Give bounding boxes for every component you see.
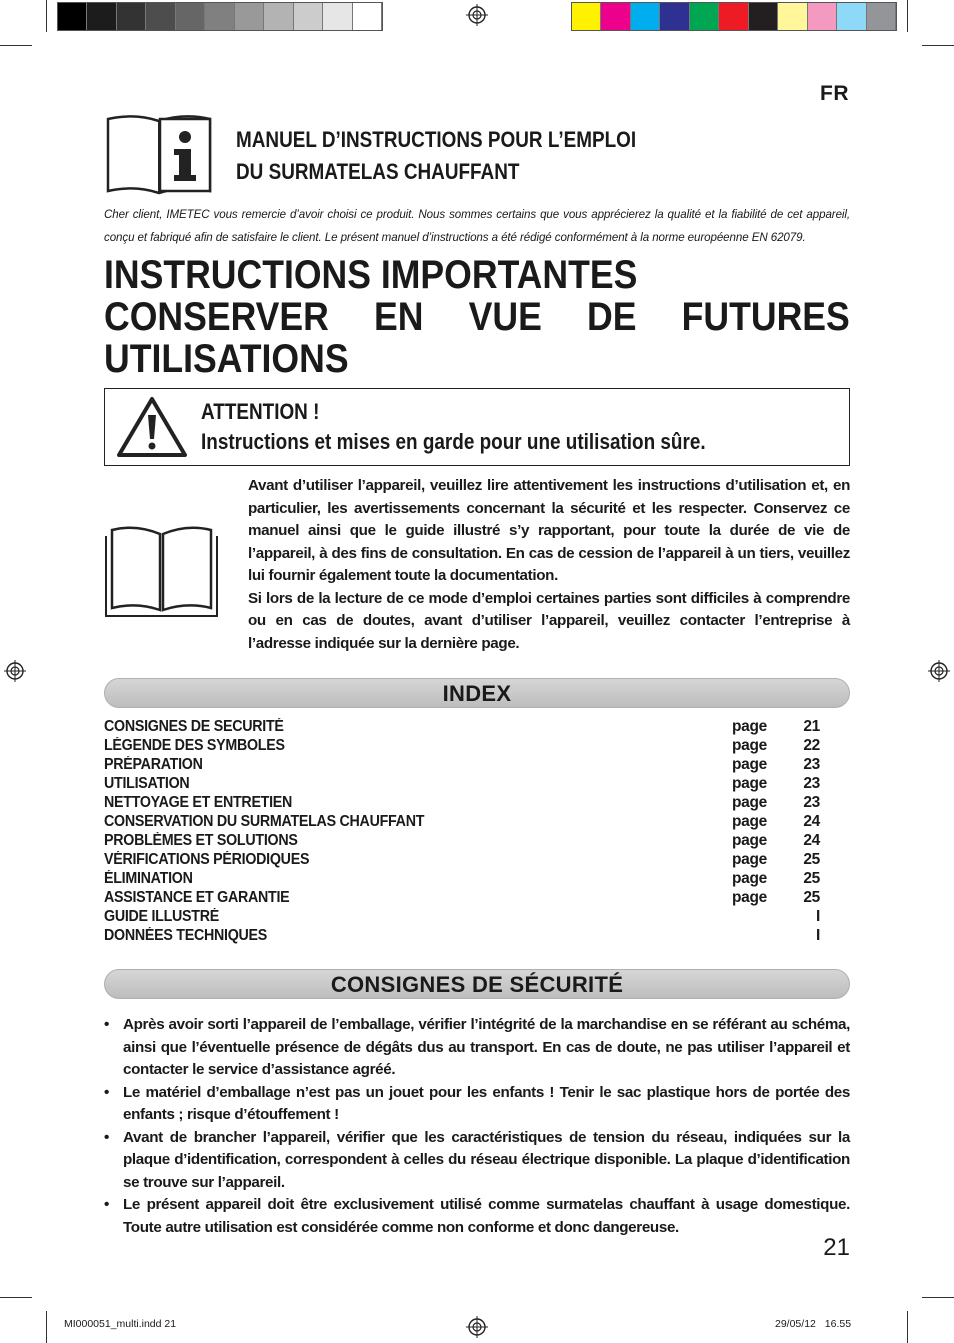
attention-subtitle: Instructions et mises en garde pour une utilisation sûre. <box>201 429 706 454</box>
gray-swatch <box>264 3 293 30</box>
index-page-number: 24 <box>803 832 820 849</box>
index-label: GUIDE ILLUSTRÉ <box>104 908 219 925</box>
bullet-dot: • <box>104 1083 109 1101</box>
crop-mark <box>907 1311 908 1343</box>
index-page-number: I <box>815 927 820 944</box>
important-title-word: EN <box>374 295 424 339</box>
safety-bullet-text: Le présent appareil doit être exclusivement utilisé comme surmatelas chauffant à usage domestique. Toute autre utilisation est considérée comme non conforme et donc dangereuse. <box>123 1196 850 1236</box>
color-swatch <box>690 3 719 30</box>
index-row <box>104 755 820 774</box>
bullet-dot: • <box>104 1196 109 1213</box>
index-label: PROBLÈMES ET SOLUTIONS <box>104 832 298 849</box>
index-page-number: 25 <box>803 870 820 887</box>
index-page-number: 23 <box>803 775 820 792</box>
footer-file-name: MI000051_multi.indd 21 <box>64 1318 177 1330</box>
attention-box <box>104 388 850 466</box>
important-title-word: VUE <box>468 295 542 339</box>
safety-bullet-text: Avant de brancher l’appareil, vérifier que les caractéristiques de tension du réseau, indiquées sur la plaque d’identification, correspondent à celles du réseau électrique disponible. La plaque d’identification se trouve sur l’appareil. <box>123 1128 850 1191</box>
safety-bullet <box>104 1082 850 1127</box>
index-row <box>104 926 820 945</box>
index-page-word: page <box>732 756 767 773</box>
crop-mark <box>0 45 32 46</box>
gray-swatch <box>87 3 116 30</box>
index-label: UTILISATION <box>104 775 190 792</box>
safety-bullet <box>104 1127 850 1195</box>
index-label: PRÉPARATION <box>104 756 203 773</box>
color-swatch <box>572 3 601 30</box>
index-row <box>104 793 820 812</box>
index-row <box>104 736 820 755</box>
warning-paragraph-1: Avant d’utiliser l’appareil, veuillez lire attentivement les instructions d’utilisation et, en particulier, les avertissements concernant la sécurité et les respecter. Conservez ce manuel ainsi que le guide illustré s’y rapportant, pour toute la durée de vie de l’appareil, à des fins de consultation. En cas de cession de l’appareil à un tiers, veuillez lui fournir également toute la documentation. <box>248 477 850 584</box>
index-row <box>104 831 820 850</box>
color-swatch <box>778 3 807 30</box>
footer-date: 29/05/12 16.55 <box>775 1318 852 1330</box>
crop-mark <box>46 0 47 32</box>
warning-triangle-icon <box>115 395 189 459</box>
crop-mark <box>922 1297 954 1298</box>
safety-bullet <box>104 1194 850 1239</box>
crop-mark <box>907 0 908 32</box>
gray-swatch <box>205 3 234 30</box>
index-row <box>104 907 820 926</box>
important-title-word: DE <box>587 295 637 339</box>
index-page-word <box>732 926 794 945</box>
index-label: VÉRIFICATIONS PÉRIODIQUES <box>104 851 310 868</box>
index-label: ÉLIMINATION <box>104 870 193 887</box>
manual-title-line2: DU SURMATELAS CHAUFFANT <box>236 159 520 184</box>
info-book-icon <box>104 113 214 195</box>
color-swatch <box>749 3 778 30</box>
index-page-word: page <box>732 718 767 735</box>
index-page-word: page <box>732 851 767 868</box>
index-label: NETTOYAGE ET ENTRETIEN <box>104 794 293 811</box>
registration-mark-icon <box>466 4 488 26</box>
color-swatch <box>601 3 630 30</box>
grayscale-color-bar <box>57 2 383 31</box>
index-page-number: 22 <box>803 737 820 754</box>
gray-swatch <box>58 3 87 30</box>
index-page-word: page <box>732 889 767 906</box>
gray-swatch <box>323 3 352 30</box>
bullet-dot: • <box>104 1128 109 1146</box>
index-row <box>104 717 820 736</box>
color-swatch <box>867 3 896 30</box>
manual-title-line1: MANUEL D’INSTRUCTIONS POUR L’EMPLOI <box>236 127 637 152</box>
gray-swatch <box>235 3 264 30</box>
color-swatch <box>837 3 866 30</box>
color-swatch <box>631 3 660 30</box>
index-page-word: page <box>732 813 767 830</box>
important-title-word: FUTURES <box>681 295 850 339</box>
index-page-number: I <box>815 908 820 925</box>
gray-swatch <box>176 3 205 30</box>
registration-mark-icon <box>928 660 950 682</box>
page-number: 21 <box>823 1234 850 1261</box>
color-swatch <box>808 3 837 30</box>
manual-title <box>236 124 636 188</box>
crop-mark <box>46 1311 47 1343</box>
language-code: FR <box>820 82 849 105</box>
index-heading: INDEX <box>104 678 850 708</box>
index-page-word: page <box>732 737 767 754</box>
safety-bullet <box>104 1014 850 1082</box>
safety-bullet-list <box>104 1014 850 1239</box>
safety-bullet-text: Après avoir sorti l’appareil de l’emballage, vérifier l’intégrité de la marchandise en se référant au schéma, ainsi que l’éventuelle présence de dégâts dus au transport. En cas de doute, ne pas utiliser l’appareil et contacter le service d’assistance agréé. <box>123 1016 850 1078</box>
index-list <box>104 717 820 945</box>
warning-paragraph-2: Si lors de la lecture de ce mode d’emploi certaines parties sont difficiles à comprendre ou en cas de doutes, avant d’utiliser l’appareil, veuillez contacter l’entreprise à l’adresse indiquée sur la dernière page. <box>248 589 850 652</box>
crop-mark <box>0 1297 32 1298</box>
index-row <box>104 888 820 907</box>
important-title-line2 <box>104 296 850 338</box>
process-color-bar <box>571 2 897 31</box>
index-page-word: page <box>732 832 767 849</box>
important-title-word: CONSERVER <box>104 295 329 339</box>
index-row <box>104 869 820 888</box>
index-row <box>104 812 820 831</box>
attention-text <box>201 397 706 457</box>
safety-heading: CONSIGNES DE SÉCURITÉ <box>104 969 850 999</box>
index-page-word: page <box>732 794 767 811</box>
index-label: CONSERVATION DU SURMATELAS CHAUFFANT <box>104 813 425 830</box>
color-swatch <box>660 3 689 30</box>
important-instructions-title <box>104 254 850 380</box>
index-page-number: 21 <box>803 718 820 735</box>
index-page-number: 25 <box>803 889 820 906</box>
important-title-line1: INSTRUCTIONS IMPORTANTES <box>104 253 638 297</box>
index-page-number: 24 <box>803 813 820 830</box>
index-page-word: page <box>732 775 767 792</box>
bullet-dot: • <box>104 1016 109 1033</box>
intro-text: Cher client, IMETEC vous remercie d’avoir choisi ce produit. Nous sommes certains que vous apprécierez la qualité et la fiabilité de cet appareil, conçu et fabriqué afin de satisfaire le client. Le présent manuel d’instructions a été rédigé conformément à la norme européenne EN 62079. <box>104 208 850 244</box>
index-row <box>104 774 820 793</box>
index-page-number: 23 <box>803 794 820 811</box>
index-page-number: 23 <box>803 756 820 773</box>
index-label: CONSIGNES DE SECURITÉ <box>104 718 284 735</box>
index-row <box>104 850 820 869</box>
index-label: DONNÉES TECHNIQUES <box>104 927 268 944</box>
index-label: LÉGENDE DES SYMBOLES <box>104 737 285 754</box>
safety-bullet-text: Le matériel d’emballage n’est pas un jouet pour les enfants ! Tenir le sac plastique hors de portée des enfants ; risque d’étouffement ! <box>123 1083 850 1123</box>
gray-swatch <box>294 3 323 30</box>
warning-paragraphs <box>248 475 850 655</box>
attention-title: ATTENTION ! <box>201 399 320 424</box>
gray-swatch <box>353 3 382 30</box>
index-page-word: page <box>732 870 767 887</box>
color-swatch <box>719 3 748 30</box>
gray-swatch <box>146 3 175 30</box>
index-page-word <box>732 907 794 926</box>
index-label: ASSISTANCE ET GARANTIE <box>104 889 290 906</box>
open-book-icon <box>104 522 219 618</box>
important-title-line3: UTILISATIONS <box>104 337 349 381</box>
registration-mark-icon <box>466 1316 488 1338</box>
registration-mark-icon <box>4 660 26 682</box>
crop-mark <box>922 45 954 46</box>
index-page-number: 25 <box>803 851 820 868</box>
gray-swatch <box>117 3 146 30</box>
